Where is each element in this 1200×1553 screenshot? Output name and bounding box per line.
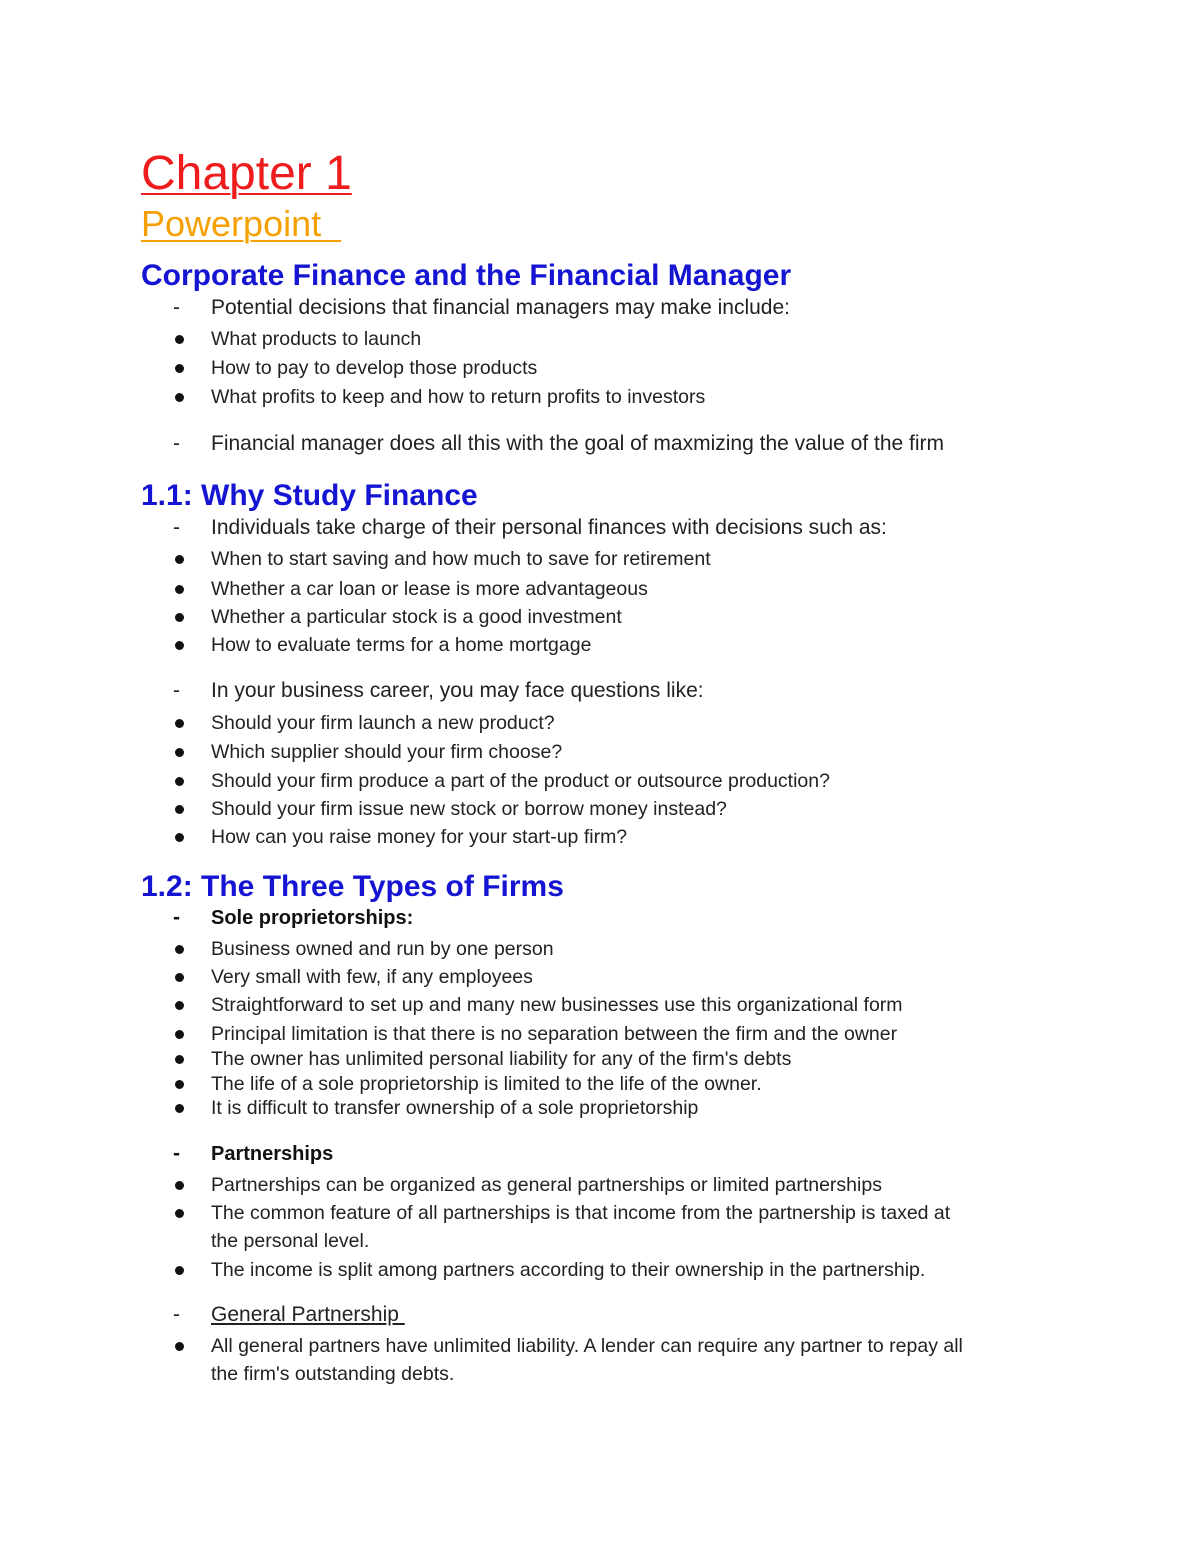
bullet-dot <box>175 1030 184 1039</box>
bullet-dot <box>175 1209 184 1218</box>
bullet-dot <box>175 1342 184 1351</box>
bullet-text: How to pay to develop those products <box>211 357 538 379</box>
dash-marker: - <box>173 296 180 319</box>
bullet-text: It is difficult to transfer ownership of a sole proprietorship <box>211 1097 699 1119</box>
bullet-dot <box>175 335 184 344</box>
bullet-text: Whether a particular stock is a good investment <box>211 606 622 628</box>
subsection-title-general-partnership: General Partnership <box>211 1303 405 1326</box>
subsection-title-partnerships: Partnerships <box>211 1143 334 1165</box>
bullet-dot <box>175 393 184 402</box>
bullet-dot <box>175 585 184 594</box>
bullet-dot <box>175 777 184 786</box>
bullet-text: Straightforward to set up and many new businesses use this organizational form <box>211 994 903 1016</box>
bullet-dot <box>175 1001 184 1010</box>
section-lead-text: Potential decisions that financial managers may make include: <box>211 296 790 319</box>
bullet-text: Partnerships can be organized as general partnerships or limited partnerships <box>211 1174 882 1196</box>
section-lead-text: In your business career, you may face questions like: <box>211 679 704 702</box>
bullet-dot <box>175 1266 184 1275</box>
bullet-text: Should your firm launch a new product? <box>211 712 555 734</box>
bullet-dot <box>175 719 184 728</box>
bullet-text: The income is split among partners according to their ownership in the partnership. <box>211 1259 926 1281</box>
bullet-dot <box>175 748 184 757</box>
bullet-dot <box>175 805 184 814</box>
bullet-text-continued: the firm's outstanding debts. <box>211 1363 455 1385</box>
section-heading-corporate-finance: Corporate Finance and the Financial Manager <box>141 259 792 292</box>
dash-marker: - <box>173 906 180 929</box>
bullet-dot <box>175 833 184 842</box>
bullet-text: When to start saving and how much to save for retirement <box>211 548 711 570</box>
bullet-text: Principal limitation is that there is no separation between the firm and the owner <box>211 1023 898 1045</box>
bullet-dot <box>175 1080 184 1089</box>
bullet-text: What profits to keep and how to return profits to investors <box>211 386 706 408</box>
bullet-text: Should your firm produce a part of the product or outsource production? <box>211 770 830 792</box>
dash-marker: - <box>173 1303 180 1326</box>
section-heading-three-types-of-firms: 1.2: The Three Types of Firms <box>141 870 564 903</box>
bullet-text: The life of a sole proprietorship is limited to the life of the owner. <box>211 1073 762 1095</box>
bullet-dot <box>175 613 184 622</box>
bullet-text: How to evaluate terms for a home mortgage <box>211 634 592 656</box>
bullet-text: Should your firm issue new stock or borrow money instead? <box>211 798 727 820</box>
section-heading-why-study-finance: 1.1: Why Study Finance <box>141 479 478 512</box>
bullet-dot <box>175 555 184 564</box>
chapter-title: Chapter 1 <box>141 147 352 200</box>
bullet-dot <box>175 364 184 373</box>
section-lead-text: Individuals take charge of their personal finances with decisions such as: <box>211 516 887 539</box>
bullet-text: How can you raise money for your start-up firm? <box>211 826 628 848</box>
bullet-dot <box>175 973 184 982</box>
bullet-text: What products to launch <box>211 328 422 350</box>
bullet-dot <box>175 641 184 650</box>
bullet-dot <box>175 1181 184 1190</box>
subsection-title-sole-proprietorships: Sole proprietorships: <box>211 907 414 929</box>
dash-marker: - <box>173 432 180 455</box>
bullet-dot <box>175 1104 184 1113</box>
bullet-dot <box>175 945 184 954</box>
section-lead-text: Financial manager does all this with the goal of maxmizing the value of the firm <box>211 432 945 455</box>
bullet-text: The owner has unlimited personal liability for any of the firm's debts <box>211 1048 792 1070</box>
bullet-dot <box>175 1055 184 1064</box>
bullet-text: Business owned and run by one person <box>211 938 554 960</box>
powerpoint-link[interactable]: Powerpoint <box>141 203 342 244</box>
bullet-text: The common feature of all partnerships is that income from the partnership is taxed at <box>211 1202 951 1224</box>
bullet-text: All general partners have unlimited liability. A lender can require any partner to repay all <box>211 1335 963 1357</box>
dash-marker: - <box>173 516 180 539</box>
dash-marker: - <box>173 1142 180 1165</box>
bullet-text-continued: the personal level. <box>211 1230 370 1252</box>
dash-marker: - <box>173 679 180 702</box>
bullet-text: Which supplier should your firm choose? <box>211 741 563 763</box>
bullet-text: Whether a car loan or lease is more advantageous <box>211 578 648 600</box>
bullet-text: Very small with few, if any employees <box>211 966 533 988</box>
